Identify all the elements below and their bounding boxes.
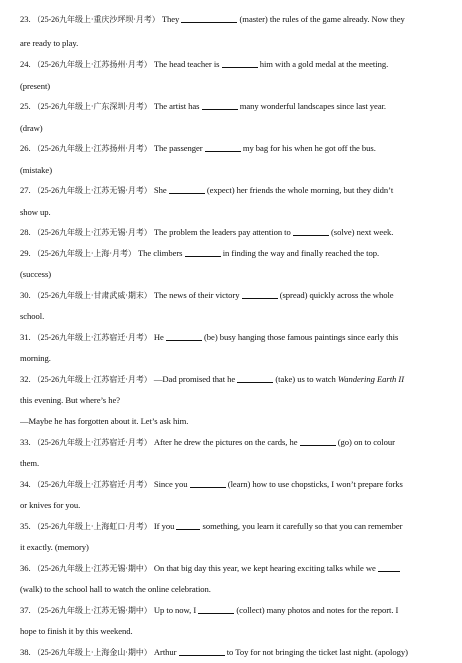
- question-text: (collect) many photos and notes for the report. I: [236, 605, 399, 615]
- answer-blank[interactable]: [378, 562, 400, 572]
- question-29-line-1: [20, 247, 456, 259]
- question-32-line-2: [20, 394, 456, 406]
- question-source: （25-26九年级上·江苏无锡·期中）: [32, 606, 152, 615]
- question-text: hope to finish it by this weekend.: [20, 626, 133, 636]
- question-32-line-1: [20, 373, 456, 385]
- question-number: 29.: [20, 248, 31, 258]
- question-source: （25-26九年级上·上海金山·期中）: [32, 648, 152, 657]
- question-hint: (mistake): [20, 165, 53, 175]
- question-number: 27.: [20, 185, 31, 195]
- movie-title: Wandering Earth II: [337, 374, 405, 384]
- question-30-line-1: [20, 289, 456, 301]
- question-text: something, you learn it carefully so that you can remember: [202, 521, 403, 531]
- question-source: （25-26九年级上·江苏宿迁·月考）: [32, 438, 152, 447]
- question-35-line-2: [20, 541, 456, 553]
- question-25-line-2: [20, 122, 456, 134]
- answer-blank[interactable]: [179, 646, 225, 656]
- question-source: （25-26九年级上·江苏宿迁·月考）: [32, 375, 152, 384]
- question-text: —Dad promised that he: [153, 374, 236, 384]
- question-source: （25-26九年级上·江苏宿迁·月考）: [32, 333, 152, 342]
- question-number: 37.: [20, 605, 31, 615]
- answer-blank[interactable]: [237, 373, 273, 383]
- question-number: 30.: [20, 290, 31, 300]
- question-text: (expect) her friends the whole morning, but they didn’t: [206, 185, 394, 195]
- question-text: (solve) next week.: [330, 227, 394, 237]
- question-text: (spread) quickly across the whole: [279, 290, 394, 300]
- question-text: him with a gold medal at the meeting.: [259, 59, 389, 69]
- question-text: He: [153, 332, 164, 342]
- answer-blank[interactable]: [205, 142, 241, 152]
- question-text: The climbers: [137, 248, 183, 258]
- answer-blank[interactable]: [169, 184, 205, 194]
- question-text: (master) the rules of the game already. Now they: [239, 14, 405, 24]
- question-text: in finding the way and finally reached the top.: [222, 248, 380, 258]
- question-text: —Maybe he has forgotten about it. Let’s ask him.: [20, 416, 189, 426]
- question-source: （25-26九年级上·重庆沙坪坝·月考）: [32, 15, 160, 24]
- question-source: （25-26九年级上·江苏扬州·月考）: [32, 60, 152, 69]
- question-text: (be) busy hanging those famous paintings since early this: [204, 332, 399, 342]
- question-text: If you: [153, 521, 175, 531]
- question-text: or knives for you.: [20, 500, 81, 510]
- question-text: (go) on to colour: [337, 437, 395, 447]
- question-number: 36.: [20, 563, 31, 573]
- question-number: 26.: [20, 143, 31, 153]
- question-text: (walk) to the school hall to watch the online celebration.: [20, 584, 211, 594]
- question-29-line-2: [20, 268, 456, 280]
- question-number: 23.: [20, 14, 31, 24]
- question-31-line-1: [20, 331, 456, 343]
- question-38-line-1: [20, 646, 456, 658]
- question-34-line-1: [20, 478, 456, 490]
- question-number: 38.: [20, 647, 31, 657]
- question-36-line-1: [20, 562, 456, 574]
- question-number: 31.: [20, 332, 31, 342]
- question-text: After he drew the pictures on the cards, he: [153, 437, 298, 447]
- question-text: On that big day this year, we kept hearing exciting talks while we: [153, 563, 376, 573]
- question-32-line-3: [20, 415, 456, 427]
- question-hint: (present): [20, 81, 51, 91]
- question-number: 35.: [20, 521, 31, 531]
- question-source: （25-26九年级上·上海·月考）: [32, 249, 136, 258]
- question-text: Arthur: [153, 647, 177, 657]
- answer-blank[interactable]: [166, 331, 202, 341]
- question-text: They: [161, 14, 180, 24]
- question-text: (learn) how to use chopsticks, I won’t prepare forks: [227, 479, 403, 489]
- question-30-line-2: [20, 310, 456, 322]
- question-25-line-1: [20, 100, 456, 112]
- question-source: （25-26九年级上·江苏扬州·月考）: [32, 144, 152, 153]
- question-33-line-1: [20, 436, 456, 448]
- question-text: The artist has: [153, 101, 200, 111]
- answer-blank[interactable]: [176, 520, 200, 530]
- question-number: 33.: [20, 437, 31, 447]
- question-26-line-1: [20, 142, 456, 154]
- answer-blank[interactable]: [242, 289, 278, 299]
- question-number: 32.: [20, 374, 31, 384]
- question-27-line-1: [20, 184, 456, 196]
- answer-blank[interactable]: [222, 58, 258, 68]
- question-text: The problem the leaders pay attention to: [153, 227, 291, 237]
- question-text: this evening. But where’s he?: [20, 395, 120, 405]
- question-source: （25-26九年级上·广东深圳·月考）: [32, 102, 152, 111]
- question-35-line-1: [20, 520, 456, 532]
- answer-blank[interactable]: [190, 478, 226, 488]
- answer-blank[interactable]: [293, 226, 329, 236]
- question-text: school.: [20, 311, 45, 321]
- question-text: many wonderful landscapes since last year.: [239, 101, 387, 111]
- question-26-line-2: [20, 164, 456, 176]
- question-number: 28.: [20, 227, 31, 237]
- question-37-line-1: [20, 604, 456, 616]
- question-37-line-2: [20, 625, 456, 637]
- question-text: them.: [20, 458, 40, 468]
- answer-blank[interactable]: [181, 13, 237, 23]
- question-27-line-2: [20, 206, 456, 218]
- question-hint: (draw): [20, 123, 43, 133]
- question-text: my bag for his when he got off the bus.: [242, 143, 376, 153]
- question-text: The passenger: [153, 143, 203, 153]
- question-34-line-2: [20, 499, 456, 511]
- question-24-line-2: [20, 80, 456, 92]
- question-text: show up.: [20, 207, 51, 217]
- question-number: 25.: [20, 101, 31, 111]
- question-text: Since you: [153, 479, 188, 489]
- question-text: are ready to play.: [20, 38, 79, 48]
- question-number: 34.: [20, 479, 31, 489]
- question-text: morning.: [20, 353, 51, 363]
- question-number: 24.: [20, 59, 31, 69]
- answer-blank[interactable]: [185, 247, 221, 257]
- question-23-line-2: [20, 37, 456, 49]
- question-31-line-2: [20, 352, 456, 364]
- answer-blank[interactable]: [198, 604, 234, 614]
- question-source: （25-26九年级上·江苏宿迁·月考）: [32, 480, 152, 489]
- question-source: （25-26九年级上·江苏无锡·期中）: [32, 564, 152, 573]
- question-text: The news of their victory: [153, 290, 240, 300]
- question-text: it exactly. (memory): [20, 542, 89, 552]
- question-text: Up to now, I: [153, 605, 197, 615]
- question-24-line-1: [20, 58, 456, 70]
- question-source: （25-26九年级上·江苏无锡·月考）: [32, 186, 152, 195]
- answer-blank[interactable]: [300, 436, 336, 446]
- question-23-line-1: [20, 13, 456, 25]
- question-text: The head teacher is: [153, 59, 220, 69]
- question-source: （25-26九年级上·江苏无锡·月考）: [32, 228, 152, 237]
- question-33-line-2: [20, 457, 456, 469]
- question-source: （25-26九年级上·甘肃武威·期末）: [32, 291, 152, 300]
- question-source: （25-26九年级上·上海虹口·月考）: [32, 522, 152, 531]
- question-28-line-1: [20, 226, 456, 238]
- question-text: (take) us to watch: [275, 374, 336, 384]
- question-36-line-2: [20, 583, 456, 595]
- answer-blank[interactable]: [202, 100, 238, 110]
- question-text: to Toy for not bringing the ticket last night. (apology): [226, 647, 408, 657]
- question-hint: (success): [20, 269, 52, 279]
- question-text: She: [153, 185, 167, 195]
